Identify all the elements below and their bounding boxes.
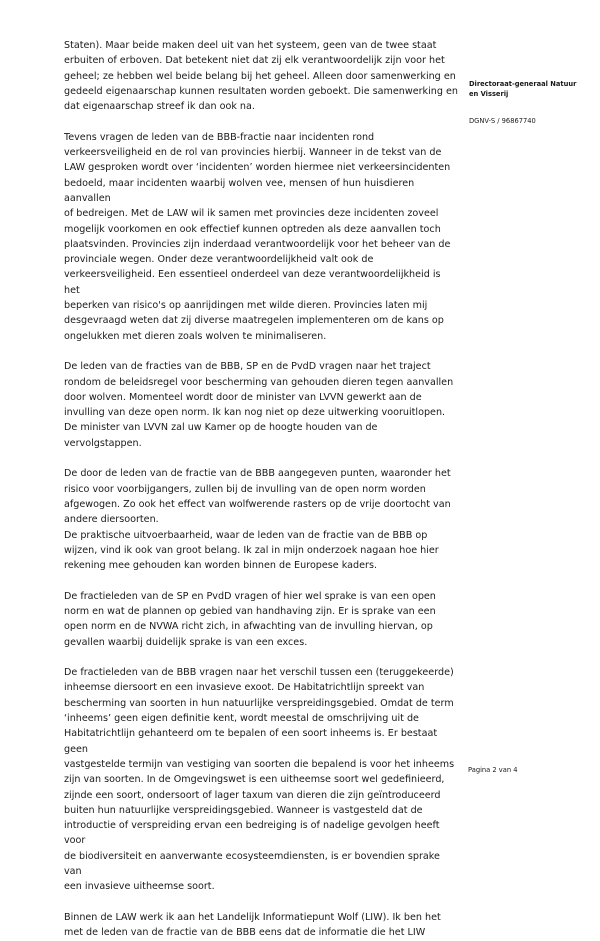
reference-number: DGNV-S / 96867740 [469, 117, 536, 125]
paragraph-7: Binnen de LAW werk ik aan het Landelijk Informatiepunt Wolf (LIW). Ik ben het met de leden van de fractie van de BBB eens dat de informatie die het LIW [64, 911, 441, 939]
paragraph-6: De fractieleden van de BBB vragen naar het verschil tussen een (teruggekeerde) inheemse diersoort en een invasieve exoot. De Habitatrichtlijn spreekt van bescherming van soorten in hun natuurlijke verspreidingsgebied. Omdat de term ‘inheems’ geen eigen definitie kent, wordt meestal de omschrijving uit de Habitatrichtlijn gehanteerd om te bepalen of een soort inheems is. Er bestaat geen vastgestelde termijn van vestiging van soorten die bepalend is voor het inheems zijn van soorten. In de Omgevingswet is een uitheemse soort wel gedefinieerd, zijnde een soort, ondersoort of lager taxum van dieren die zijn geïntroduceerd buiten hun natuurlijke verspreidingsgebied. Wanneer is vastgesteld dat de introductie of verspreiding ervan een bedreiging is of nadelige gevolgen heeft voor de biodiversiteit en aanverwante ecosysteemdiensten, is er bovendien sprake van een invasieve uitheemse soort. [64, 667, 455, 893]
department-name: Directoraat-generaal Natuur en Visserij [469, 80, 577, 98]
paragraph-3: De leden van de fracties van de BBB, SP en de PvdD vragen naar het traject rondom de beleidsregel voor bescherming van gehouden dieren tegen aanvallen door wolven. Momenteel wordt door de minister van LVVN gewerkt aan de invulling van deze open norm. Ik kan nog niet op deze uitwerking vooruitlopen. De minister van LVVN zal uw Kamer op de hoogte houden van de vervolgstappen. [64, 361, 454, 449]
page-number: Pagina 2 van 4 [468, 766, 518, 774]
paragraph-1: Staten). Maar beide maken deel uit van het systeem, geen van de twee staat erbuiten of erboven. Dat betekent niet dat zij elk verantwoordelijk zijn voor het geheel; ze hebben wel beide belang bij het geheel. Alleen door samenwerking en gedeeld eigenaarschap kunnen resultaten worden geboekt. Die samenwerking en dat eigenaarschap streef ik dan ook na. [64, 40, 458, 113]
paragraph-5: De fractieleden van de SP en PvdD vragen of hier wel sprake is van een open norm en wat de plannen op gebied van handhaving zijn. Er is sprake van een open norm en de NVWA richt zich, in afwachting van de invulling hiervan, op gevallen waarbij duidelijk sprake is van een exces. [64, 590, 436, 648]
paragraph-4: De door de leden van de fractie van de BBB aangegeven punten, waaronder het risico voor voorbijgangers, zullen bij de invulling van de open norm worden afgewogen. Zo ook het effect van wolfwerende rasters op de vrije doortocht van andere diersoorten. De praktische uitvoerbaarheid, waar de leden van de fractie van de BBB op wijzen, vind ik ook van groot belang. Ik zal in mijn onderzoek nagaan hoe hier rekening mee gehouden kan worden binnen de Europese kaders. [64, 468, 451, 572]
paragraph-2: Tevens vragen de leden van de BBB-fractie naar incidenten rond verkeersveiligheid en de rol van provincies hierbij. Wanneer in de tekst van de LAW gesproken wordt over ‘incidenten’ worden hiermee niet verkeersincidenten bedoeld, maar incidenten waarbij wolven vee, mensen of hun huisdieren aanvallen of bedreigen. Met de LAW wil ik samen met provincies deze incidenten zoveel mogelijk voorkomen en ook effectief kunnen optreden als deze aanvallen toch plaatsvinden. Provincies zijn inderdaad verantwoordelijk voor het beheer van de provinciale wegen. Onder deze verantwoordelijkheid valt ook de verkeersveiligheid. Een essentieel onderdeel van deze verantwoordelijkheid is het beperken van risico's op aanrijdingen met wilde dieren. Provincies laten mij desgevraagd weten dat zij diverse maatregelen implementeren om de kans op ongelukken met dieren zoals wolven te minimaliseren. [64, 131, 451, 342]
letter-body [64, 38, 459, 941]
sender-sidebar [469, 79, 593, 126]
